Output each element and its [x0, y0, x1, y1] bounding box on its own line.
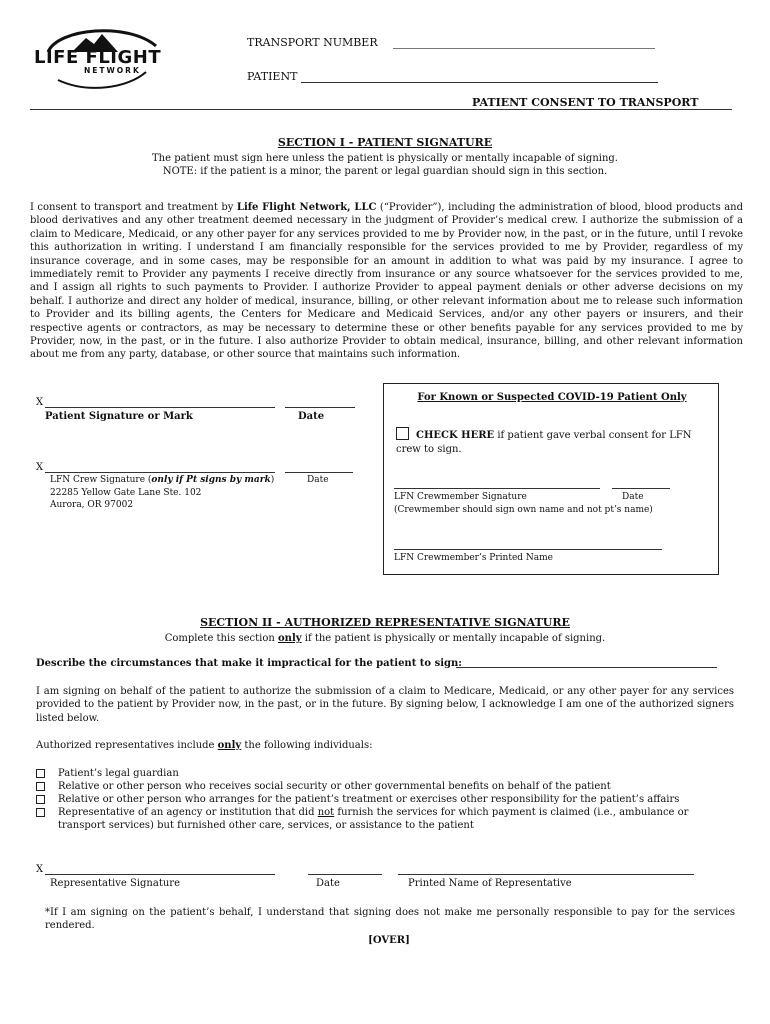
- crewmember-signature-label: LFN Crewmember Signature: [394, 492, 527, 502]
- section2-title: SECTION II - AUTHORIZED REPRESENTATIVE SIGNATURE: [200, 616, 570, 629]
- rep-printed-name-line[interactable]: [398, 874, 694, 875]
- option-checkbox[interactable]: [36, 795, 45, 804]
- transport-number-field[interactable]: [393, 48, 655, 49]
- covid-check-row: [396, 427, 696, 457]
- covid-box-title: For Known or Suspected COVID-19 Patient Only: [417, 392, 687, 403]
- over-label: [OVER]: [368, 935, 410, 946]
- describe-field[interactable]: [456, 667, 717, 668]
- section1-instruction: The patient must sign here unless the patient is physically or mentally incapable of signing.: [151, 153, 618, 164]
- form-title: PATIENT CONSENT TO TRANSPORT: [472, 96, 699, 109]
- crewmember-printed-name-line[interactable]: [394, 549, 662, 550]
- patient-signature-line[interactable]: [45, 407, 275, 408]
- rep-printed-name-label: Printed Name of Representative: [408, 878, 572, 889]
- section2-instruction: Complete this section only if the patient is physically or mentally incapable of signing.: [164, 633, 606, 644]
- logo-name: LIFE FLIGHT: [34, 47, 162, 68]
- rep-signature-x: X: [36, 864, 44, 875]
- transport-number-label: TRANSPORT NUMBER: [247, 36, 378, 49]
- footnote: *If I am signing on the patient’s behalf, I understand that signing does not make me personally responsible to pay for the services rendered.: [45, 907, 735, 932]
- behalf-paragraph: I am signing on behalf of the patient to authorize the submission of a claim to Medicare, Medicaid, or any other payer for any services provided to the patient by Provider now, in the past, or in the future. By signing below, I acknowledge I am one of the authorized signers listed below.: [36, 686, 734, 724]
- section1-title: SECTION I - PATIENT SIGNATURE: [277, 136, 493, 149]
- consent-body: (“Provider”), including the administration of blood, blood products and blood derivatives and any other treatment deemed necessary in the judgment of Provider’s medical crew. I authorize the submission of a claim to Medicare, Medicaid, or any other payer for any services provided to me by Provider now, in the past, or in the future, until I revoke this authorization in writing. I understand I am financially responsible for the services provided to me by Provider, regardless of my insurance coverage, and in some cases, may be responsible for an amount in addition to what was paid by my insurance. I agree to immediately remit to Provider any payments I receive directly from insurance or any source whatsoever for the services provided to me, and I assign all rights to such payments to Provider. I authorize Provider to appeal payment denials or other adverse decisions on my behalf. I authorize and direct any holder of medical, insurance, billing, or other relevant information about me to release such information to Provider and its billing agents, the Centers for Medicare and Medicaid Services, and/or any other payers or insurers, and their respective agents or contractors, as may be necessary to determine these or other benefits payable for any services provided to me by Provider, now, in the past, or in the future. I also authorize Provider to obtain medical, insurance, billing, and other relevant information about me from any party, database, or other source that maintains such information.: [30, 202, 743, 361]
- list-item: Relative or other person who arranges for the patient’s treatment or exercises other responsibility for the patient’s affairs: [36, 793, 726, 806]
- consent-paragraph: [30, 201, 743, 362]
- covid-consent-box: [383, 383, 719, 575]
- crew-signature-line[interactable]: [45, 472, 275, 473]
- consent-company: Life Flight Network, LLC: [236, 202, 377, 213]
- rep-date-line[interactable]: [308, 874, 382, 875]
- crewmember-date-line[interactable]: [612, 488, 670, 489]
- crewmember-printed-name-label: LFN Crewmember’s Printed Name: [394, 553, 553, 563]
- crewmember-signature-line[interactable]: [394, 488, 600, 489]
- address-line2: Aurora, OR 97002: [50, 500, 134, 510]
- patient-date-label: Date: [298, 411, 325, 422]
- authorized-reps-list: [36, 767, 726, 832]
- crew-date-line[interactable]: [285, 472, 353, 473]
- describe-label: Describe the circumstances that make it impractical for the patient to sign:: [36, 658, 462, 669]
- crew-signature-label: LFN Crew Signature (only if Pt signs by mark): [50, 475, 275, 485]
- list-item: Relative or other person who receives social security or other governmental benefits on behalf of the patient: [36, 780, 726, 793]
- rep-signature-label: Representative Signature: [50, 878, 180, 889]
- patient-date-line[interactable]: [285, 407, 355, 408]
- option-checkbox[interactable]: [36, 769, 45, 778]
- covid-consent-checkbox[interactable]: [396, 427, 409, 440]
- crew-signature-x: X: [36, 462, 44, 473]
- list-item: Patient’s legal guardian: [36, 767, 726, 780]
- list-item: Representative of an agency or institution that did not furnish the services for which payment is claimed (i.e., ambulance or transport services) but furnished other care, services, or assistance to the patient: [36, 806, 726, 832]
- authorized-reps-intro: Authorized representatives include only the following individuals:: [36, 740, 373, 751]
- life-flight-logo: [28, 22, 170, 92]
- patient-signature-label: Patient Signature or Mark: [45, 411, 193, 422]
- check-here-text: if patient gave verbal consent for LFN crew to sign.: [396, 430, 692, 455]
- crewmember-note: (Crewmember should sign own name and not pt’s name): [394, 505, 653, 515]
- rep-signature-line[interactable]: [45, 874, 275, 875]
- section1-note: NOTE: if the patient is a minor, the parent or legal guardian should sign in this section.: [162, 166, 608, 177]
- address-line1: 22285 Yellow Gate Lane Ste. 102: [50, 488, 202, 498]
- option-checkbox[interactable]: [36, 782, 45, 791]
- crew-date-label: Date: [307, 475, 329, 485]
- patient-name-field[interactable]: [301, 82, 658, 83]
- option-checkbox[interactable]: [36, 808, 45, 817]
- rep-date-label: Date: [316, 878, 340, 889]
- check-here-label: CHECK HERE: [416, 430, 495, 441]
- patient-label: PATIENT: [247, 70, 298, 83]
- crewmember-date-label: Date: [622, 492, 644, 502]
- logo-subtitle: NETWORK: [84, 66, 141, 75]
- patient-signature-x: X: [36, 397, 44, 408]
- consent-prefix: I consent to transport and treatment by: [30, 202, 237, 213]
